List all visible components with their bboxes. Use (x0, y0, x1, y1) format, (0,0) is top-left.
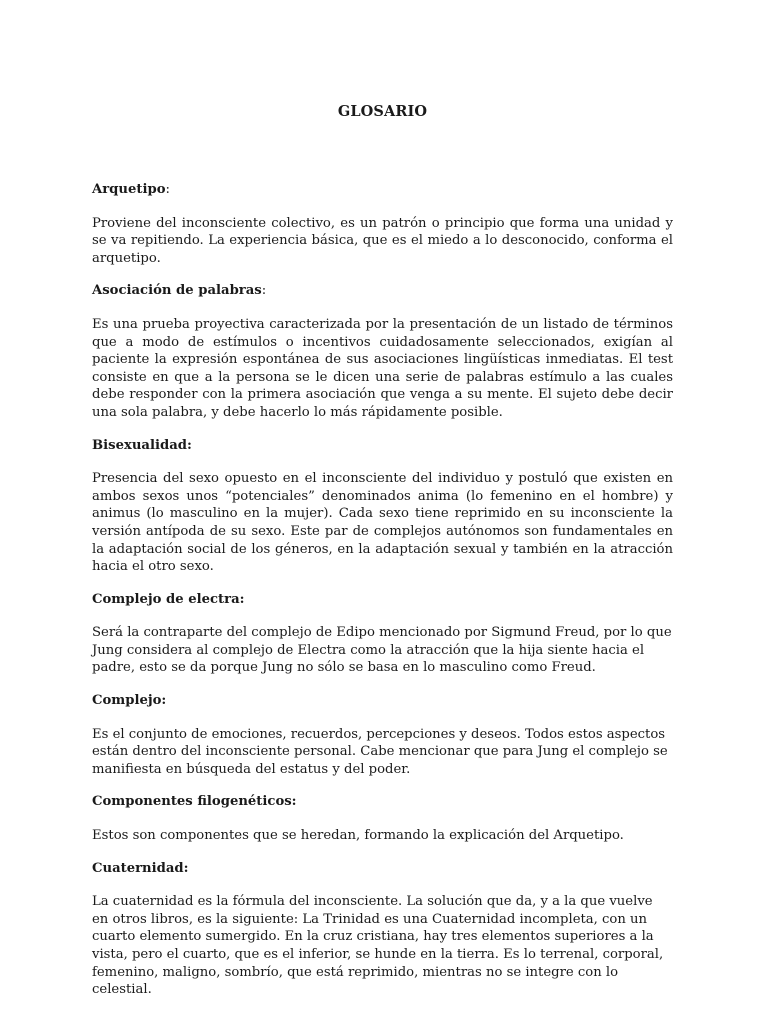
glossary-term (92, 591, 673, 609)
glossary-definition: Es el conjunto de emociones, recuerdos, percepciones y deseos. Todos estos aspectos están dentro del inconsciente personal. Cabe mencionar que para Jung el complejo se manifiesta en búsqueda del estatus y del poder. (92, 726, 668, 777)
glossary-term (92, 793, 673, 811)
glossary-term (92, 282, 673, 300)
glossary-entry-complejo (92, 692, 673, 778)
term-name: Asociación de palabras (92, 283, 262, 299)
document-title: GLOSARIO (337, 103, 428, 120)
glossary-entry-complejo-de-electra (92, 591, 673, 677)
term-suffix: : (165, 182, 170, 197)
glossary-definition: Será la contraparte del complejo de Edipo mencionado por Sigmund Freud, por lo que Jung considera al complejo de Electra como la atracción que la hija siente hacia el padre, esto se da porque Jung no sólo se basa en lo masculino como Freud. (92, 625, 672, 676)
glossary-term (92, 692, 673, 710)
glossary-entry-cuaternidad (92, 860, 673, 999)
term-suffix: : (261, 283, 267, 299)
document-page (92, 103, 673, 1014)
glossary-definition: Presencia del sexo opuesto en el inconsciente del individuo y postuló que existen en ambos sexos unos “potenciales” denominados anima (lo femenino en el hombre) y animus (lo masculino en la mujer). Cada sexo tiene reprimido en su inconsciente la versión antípoda de su sexo. Este par de complejos autónomos son fundamentales en la adaptación social de los géneros, en la adaptación sexual y también en la atracción hacia el otro sexo. (92, 471, 673, 575)
glossary-entry-arquetipo (92, 181, 673, 267)
term-name: Cuaternidad: (92, 860, 189, 876)
glossary-entry-componentes-filogeneticos (92, 793, 673, 844)
term-name: Arquetipo (92, 182, 166, 197)
term-name: Complejo de electra: (92, 591, 245, 607)
glossary-definition: Proviene del inconsciente colectivo, es un patrón o principio que forma una unidad y se va repitiendo. La experiencia básica, que es el miedo a lo desconocido, conforma el arquetipo. (92, 215, 673, 266)
glossary-term (92, 860, 673, 878)
term-name: Componentes filogenéticos: (92, 794, 297, 810)
term-name: Bisexualidad: (92, 437, 192, 453)
glossary-entry-asociacion-de-palabras (92, 282, 673, 421)
glossary-term (92, 181, 673, 199)
glossary-definition: La cuaternidad es la fórmula del inconsciente. La solución que da, y a la que vuelve en otros libros, es la siguiente: La Trinidad es una Cuaternidad incompleta, con un cuarto elemento sumergido. En la cruz cristiana, hay tres elementos superiores a la vista, pero el cuarto, que es el inferior, se hunde en la tierra. Es lo terrenal, corporal, femenino, maligno, sombrío, que está reprimido, mientras no se integre con lo celestial. (92, 894, 664, 998)
glossary-term (92, 437, 673, 455)
glossary-definition: Es una prueba proyectiva caracterizada por la presentación de un listado de términos que a modo de estímulos o incentivos cuidadosamente seleccionados, exigían al paciente la expresión espontánea de sus asociaciones lingüísticas inmediatas. El test consiste en que a la persona se le dicen una serie de palabras estímulo a las cuales debe responder con la primera asociación que venga a su mente. El sujeto debe decir una sola palabra, y debe hacerlo lo más rápidamente posible. (92, 316, 673, 420)
term-name: Complejo: (92, 693, 167, 709)
glossary-definition: Estos son componentes que se heredan, formando la explicación del Arquetipo. (92, 828, 624, 844)
glossary-entry-bisexualidad (92, 437, 673, 576)
